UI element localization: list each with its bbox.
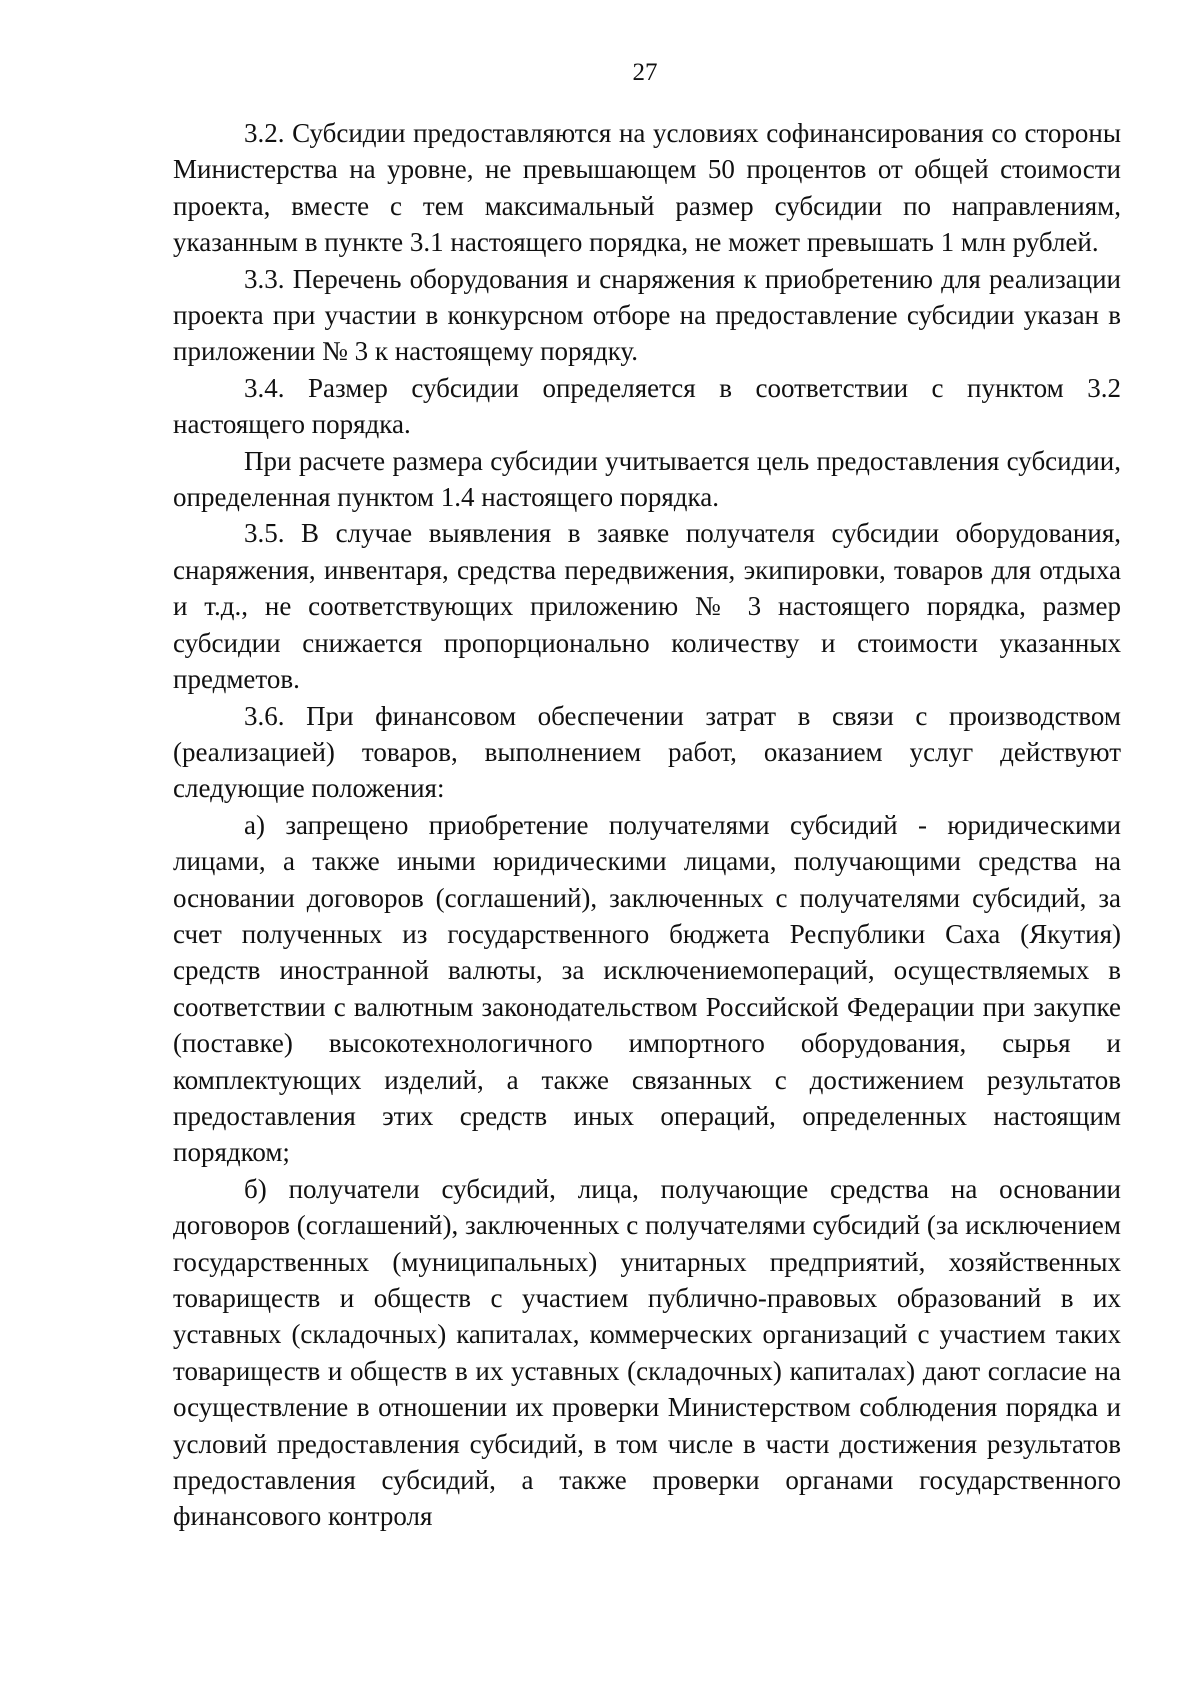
- paragraph-3-4-continued: При расчете размера субсидии учитывается цель предоставления субсидии, определенная пунктом 1.4 настоящего порядка.: [173, 445, 1121, 513]
- paragraph-3-2: 3.2. Субсидии предоставляются на условиях софинансирования со стороны Министерства на уровне, не превышающем 50 процентов от общей стоимости проекта, вместе с тем максимальный размер субсидии по направлениям, указанным в пункте 3.1 настоящего порядка, не может превышать 1 млн рублей.: [173, 118, 1121, 258]
- paragraph-3-6-a: а) запрещено приобретение получателями субсидий - юридическими лицами, а также иными юридическими лицами, получающими средства на основании договоров (соглашений), заключенных с получателями субсидий, за счет полученных из государственного бюджета Республики Саха (Якутия) средств иностранной валюты, за исключениемопераций, осуществляемых в соответствии с валютным законодательством Российской Федерации при закупке (поставке) высокотехнологичного импортного оборудования, сырья и комплектующих изделий, а также связанных с достижением результатов предоставления этих средств иных операций, определенных настоящим порядком;: [173, 809, 1121, 1168]
- paragraph-3-3: 3.3. Перечень оборудования и снаряжения к приобретению для реализации проекта при участии в конкурсном отборе на предоставление субсидии указан в приложении № 3 к настоящему порядку.: [173, 263, 1121, 367]
- paragraph-3-6-b: б) получатели субсидий, лица, получающие средства на основании договоров (соглашений), заключенных с получателями субсидий (за исключением государственных (муниципальных) унитарных предприятий, хозяйственных товариществ и обществ с участием публично-правовых образований в их уставных (складочных) капиталах, коммерческих организаций с участием таких товариществ и обществ в их уставных (складочных) капиталах) дают согласие на осуществление в отношении их проверки Министерством соблюдения порядка и условий предоставления субсидий, в том числе в части достижения результатов предоставления субсидий, а также проверки органами государственного финансового контроля: [173, 1173, 1121, 1532]
- paragraph-3-5: 3.5. В случае выявления в заявке получателя субсидии оборудования, снаряжения, инвентаря, средства передвижения, экипировки, товаров для отдыха и т.д., не соответствующих приложению № 3 настоящего порядка, размер субсидии снижается пропорционально количеству и стоимости указанных предметов.: [173, 518, 1121, 695]
- page-number: 27: [632, 59, 658, 86]
- paragraph-3-6: 3.6. При финансовом обеспечении затрат в связи с производством (реализацией) товаров, выполнением работ, оказанием услуг действуют следующие положения:: [173, 700, 1121, 804]
- paragraph-3-4: 3.4. Размер субсидии определяется в соответствии с пунктом 3.2 настоящего порядка.: [173, 372, 1121, 440]
- document-body: [173, 115, 1121, 1535]
